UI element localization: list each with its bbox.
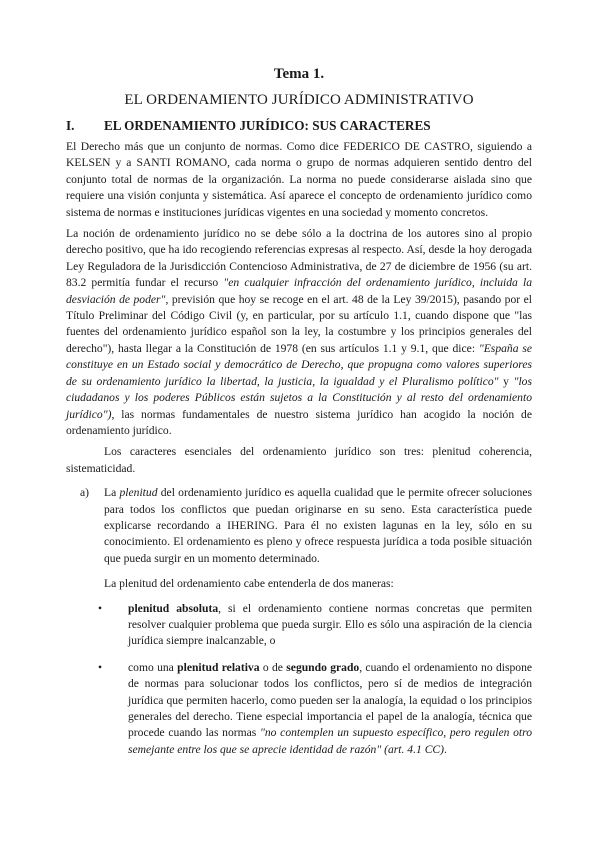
list-item-a — [66, 485, 532, 567]
paragraph-3: Los caracteres esenciales del ordenamiento jurídico son tres: plenitud coherencia, sistematicidad. — [66, 445, 532, 475]
bullet-2-text — [128, 660, 532, 758]
bullet-1-body: , si el ordenamiento contiene normas concretas que permiten resolver cualquier problema que pueda surgir. Ello es sólo una aspiración de la ciencia jurídica siempre inalcanzable, o — [128, 601, 532, 648]
paragraph-2 — [66, 226, 532, 439]
bullet-2-text-3: , cuando el ordenamiento no dispone de normas para solucionar todos los conflictos, pero sí de medios de integración jurídica que permiten hacerlo, como pueden ser la analogía, la equidad o los principios generales del derecho. Tiene especial importancia el papel de la analogía, técnica que procede cuando las normas — [128, 660, 533, 740]
tema-label: Tema 1. — [273, 66, 325, 82]
bullet-item-1 — [66, 601, 532, 650]
section-heading — [66, 117, 532, 135]
paragraph-2-text-4: , las normas fundamentales de nuestro sistema jurídico han acogido la noción de ordenamiento jurídico. — [66, 407, 532, 437]
item-a-text-2: del ordenamiento jurídico es aquella cualidad que le permite ofrecer soluciones para todos los conflictos que puedan originarse en su seno. Esta característica puede explicarse recordando a IHERING. Para él no existen lagunas en la ley, sólo en su conocimiento. El ordenamiento es pleno y ofrece respuesta jurídica a toda posible situación que pueda surgir en un momento determinado. — [104, 486, 532, 565]
section-number: I. — [66, 118, 75, 133]
document-page — [66, 64, 532, 758]
bullet-2-text-2: o de — [259, 660, 287, 674]
bullet-2-term-2: segundo grado — [286, 660, 360, 674]
paragraph-1: El Derecho más que un conjunto de normas. Como dice FEDERICO DE CASTRO, siguiendo a KELSEN y a SANTI ROMANO, cada norma o grupo de normas adquieren sentido dentro del conjunto total de normas de la organización. La norma no puede considerarse aislada sino que requiere una visión conjunta y sistemática. Así aparece el concepto de ordenamiento jurídico como sistema de normas e instituciones jurídicas vigentes en una sociedad y momento concretos. — [66, 140, 532, 219]
quote-art-4-1-cc: "no contemplen un supuesto específico, pero regulen otro semejante entre los que se aprecie identidad de razón" (art. 4.1 CC) — [128, 726, 532, 756]
list-item-a-text — [104, 485, 532, 567]
list-marker-a: a) — [80, 486, 90, 500]
quote-constitucion-1-1: "España se constituye en un Estado social y democrático de Derecho, que propugna como valores superiores de su ordenamiento jurídico la libertad, la justicia, la igualdad y el Pluralismo político" — [66, 341, 532, 388]
bullet-marker: • — [98, 601, 103, 615]
section-title: EL ORDENAMIENTO JURÍDICO: SUS CARACTERES — [104, 118, 431, 133]
bullet-1-text — [128, 601, 532, 650]
paragraph-2-text-3: y — [498, 374, 514, 388]
bullet-marker: • — [98, 660, 103, 674]
paragraph-2-text-1: La noción de ordenamiento jurídico no se debe sólo a la doctrina de los autores sino al propio derecho positivo, que ha ido recogiendo referencias expresas al respecto. Así, desde la hoy derogada Ley Reguladora de la Jurisdicción Contencioso Administrativa, de 27 de diciembre de 1956 (su art. 83.2 permitía fundar el recurso — [66, 227, 532, 290]
bullet-1-term: plenitud absoluta — [128, 601, 219, 615]
bullet-2-text-4: . — [444, 742, 447, 756]
bullet-2-term-1: plenitud relativa — [177, 660, 260, 674]
bullet-item-2 — [66, 660, 532, 758]
quote-ljca: "en cualquier infracción del ordenamiento jurídico, incluida la desviación de poder" — [66, 276, 533, 306]
quote-constitucion-9-1: "los ciudadanos y los poderes Públicos están sujetos a la Constitución y al resto del ordenamiento jurídico") — [66, 374, 532, 421]
item-a-text-1: La — [104, 486, 120, 500]
bullet-2-text-1: como una — [128, 660, 178, 674]
item-a-emphasis: plenitud — [119, 486, 158, 500]
document-title: EL ORDENAMIENTO JURÍDICO ADMINISTRATIVO — [124, 92, 474, 108]
paragraph-2-text-2: , previsión que hoy se recoge en el art. 48 de la Ley 39/2015), pasando por el Título Preliminar del Código Civil (y, en particular, por su artículo 1.1, cuando dispone que "las fuentes del ordenamiento jurídico español son la ley, la costumbre y los principios generales del derecho"), hasta llegar a la Constitución de 1978 (en sus artículos 1.1 y 9.1, que dice: — [66, 292, 532, 355]
paragraph-4: La plenitud del ordenamiento cabe entenderla de dos maneras: — [104, 577, 394, 591]
